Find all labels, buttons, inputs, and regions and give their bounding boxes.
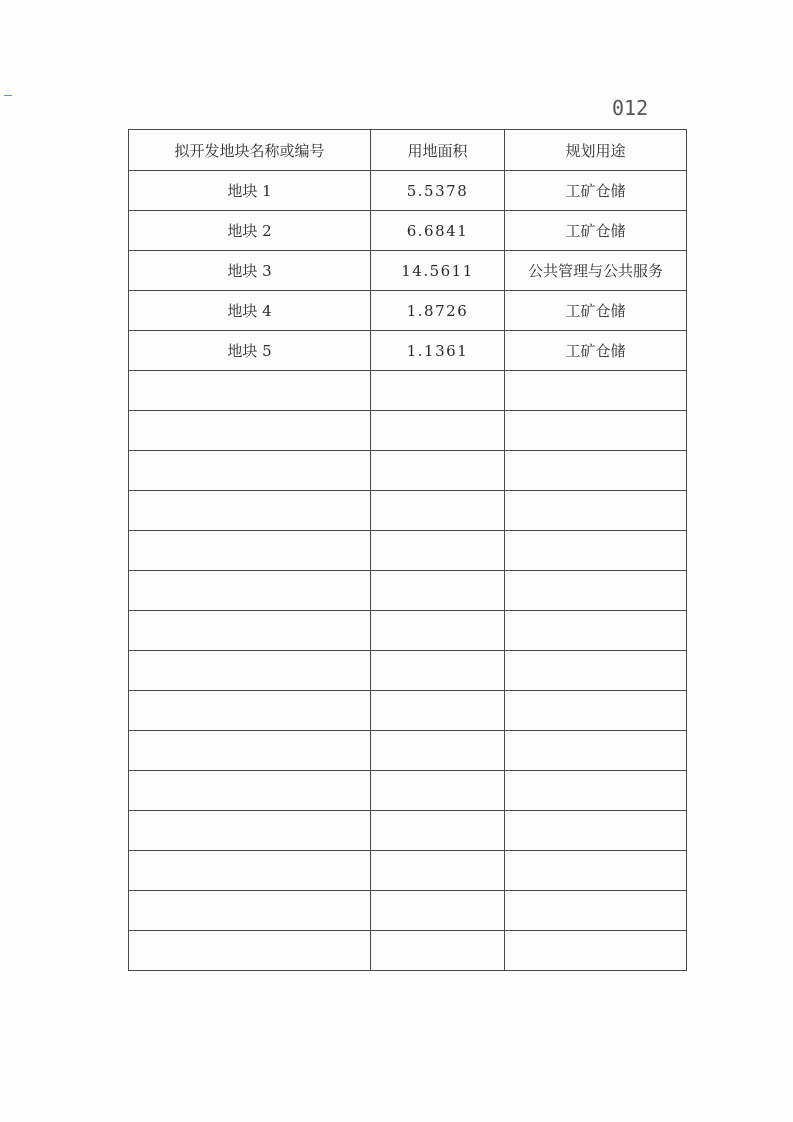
land-area-cell <box>371 931 505 971</box>
parcel-name-cell <box>129 931 371 971</box>
planned-use-cell <box>505 411 687 451</box>
parcel-name-cell <box>129 571 371 611</box>
parcel-name-cell: 地块 4 <box>129 291 371 331</box>
land-area-cell <box>371 491 505 531</box>
table-row <box>129 611 687 651</box>
land-area-cell <box>371 731 505 771</box>
land-area-cell: 1.1361 <box>371 331 505 371</box>
table-row <box>129 651 687 691</box>
parcel-name-cell <box>129 611 371 651</box>
parcel-name-cell: 地块 5 <box>129 331 371 371</box>
table-row <box>129 571 687 611</box>
table-row <box>129 291 687 331</box>
table-row <box>129 731 687 771</box>
parcel-name-cell <box>129 771 371 811</box>
planned-use-cell <box>505 451 687 491</box>
land-area-cell <box>371 771 505 811</box>
parcel-name-cell: 地块 1 <box>129 171 371 211</box>
planned-use-cell: 工矿仓储 <box>505 291 687 331</box>
parcel-name-cell: 地块 3 <box>129 251 371 291</box>
land-area-cell: 1.8726 <box>371 291 505 331</box>
parcel-name-cell <box>129 411 371 451</box>
planned-use-cell <box>505 571 687 611</box>
land-area-cell <box>371 531 505 571</box>
table-row <box>129 251 687 291</box>
land-area-cell <box>371 411 505 451</box>
parcel-name-cell <box>129 451 371 491</box>
planned-use-cell <box>505 891 687 931</box>
land-area-cell <box>371 611 505 651</box>
planned-use-cell <box>505 691 687 731</box>
land-area-cell: 14.5611 <box>371 251 505 291</box>
parcel-name-cell: 地块 2 <box>129 211 371 251</box>
land-area-cell: 5.5378 <box>371 171 505 211</box>
table-row <box>129 891 687 931</box>
table-row <box>129 691 687 731</box>
scan-margin-mark <box>4 95 12 96</box>
parcel-name-cell <box>129 851 371 891</box>
parcel-name-cell <box>129 491 371 531</box>
planned-use-cell: 工矿仓储 <box>505 171 687 211</box>
table-row <box>129 211 687 251</box>
land-area-cell <box>371 891 505 931</box>
table-row <box>129 491 687 531</box>
planned-use-cell <box>505 611 687 651</box>
page-number: 012 <box>612 96 649 120</box>
table-header-row <box>129 130 687 171</box>
planned-use-cell: 工矿仓储 <box>505 211 687 251</box>
table-row <box>129 411 687 451</box>
table-row <box>129 811 687 851</box>
planned-use-cell <box>505 771 687 811</box>
planned-use-cell <box>505 931 687 971</box>
table-row <box>129 931 687 971</box>
land-area-cell <box>371 691 505 731</box>
land-area-cell: 6.6841 <box>371 211 505 251</box>
planned-use-cell <box>505 371 687 411</box>
planned-use-cell <box>505 651 687 691</box>
header-parcel-name: 拟开发地块名称或编号 <box>129 130 371 171</box>
table-row <box>129 451 687 491</box>
table-row <box>129 771 687 811</box>
land-area-cell <box>371 371 505 411</box>
parcel-name-cell <box>129 811 371 851</box>
parcel-name-cell <box>129 371 371 411</box>
land-area-cell <box>371 571 505 611</box>
table-row <box>129 851 687 891</box>
land-area-cell <box>371 811 505 851</box>
parcel-name-cell <box>129 691 371 731</box>
table-row <box>129 531 687 571</box>
planned-use-cell <box>505 811 687 851</box>
planned-use-cell <box>505 851 687 891</box>
planned-use-cell: 公共管理与公共服务 <box>505 251 687 291</box>
parcel-name-cell <box>129 891 371 931</box>
planned-use-cell <box>505 531 687 571</box>
land-parcel-table <box>128 129 687 971</box>
parcel-name-cell <box>129 651 371 691</box>
parcel-name-cell <box>129 531 371 571</box>
table-body <box>129 171 687 971</box>
planned-use-cell <box>505 731 687 771</box>
planned-use-cell: 工矿仓储 <box>505 331 687 371</box>
land-area-cell <box>371 851 505 891</box>
parcel-name-cell <box>129 731 371 771</box>
planned-use-cell <box>505 491 687 531</box>
table-row <box>129 371 687 411</box>
table-row <box>129 331 687 371</box>
table-row <box>129 171 687 211</box>
land-area-cell <box>371 651 505 691</box>
land-area-cell <box>371 451 505 491</box>
header-land-area: 用地面积 <box>371 130 505 171</box>
header-planned-use: 规划用途 <box>505 130 687 171</box>
